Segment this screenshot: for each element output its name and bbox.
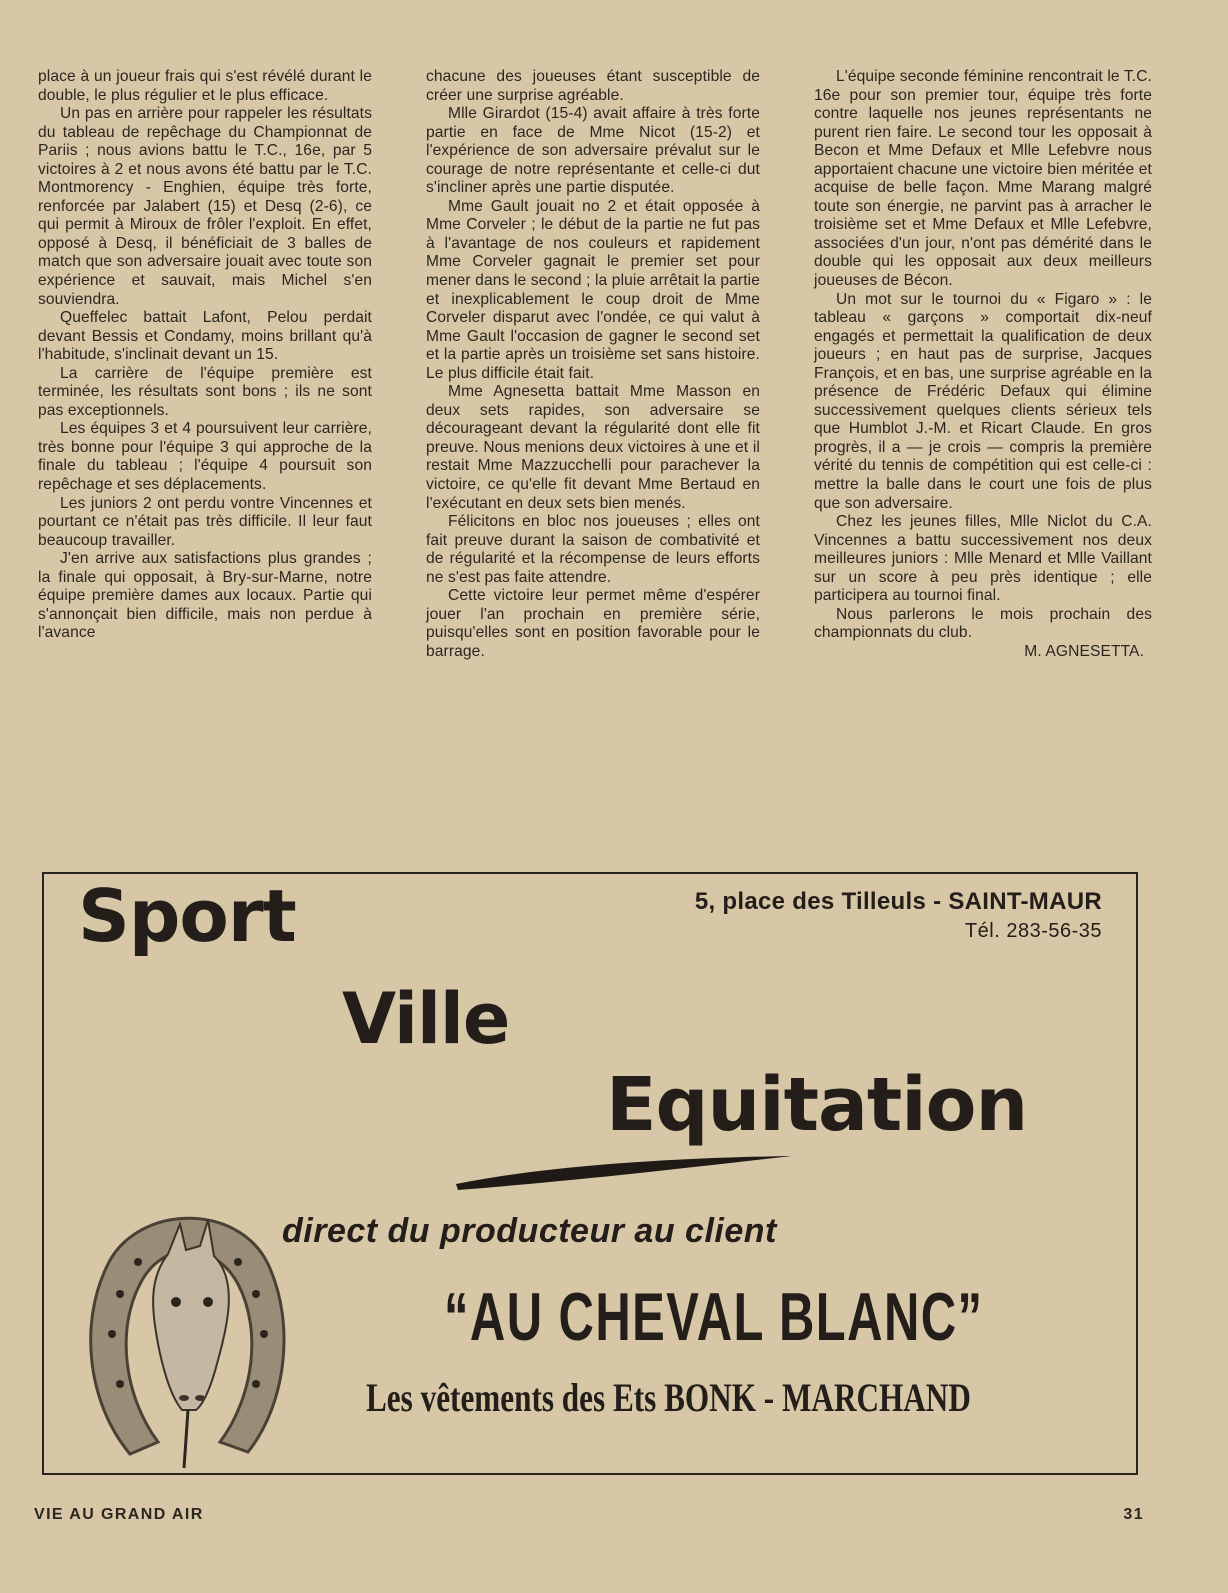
paragraph: Mme Agnesetta battait Mme Masson en deux sets rapides, son adversaire se décourageant devant la régularité dont elle fit preuve. Nous menions deux victoires à une et il restait Mme Mazzucchelli pour parachever la victoire, ce qu'elle fit devant Mme Bertaud en l'exécutant en deux sets bien menés. xyxy=(426,383,760,512)
paragraph: Cette victoire leur permet même d'espérer jouer l'an prochain en première série, puisqu'elles sont en position favorable pour le barrage. xyxy=(426,587,760,660)
paragraph: Félicitons en bloc nos joueuses ; elles ont fait preuve durant la saison de combativité et de régularité et la récompense de leurs efforts ne s'est pas faite attendre. xyxy=(426,513,760,586)
ad-word-sport: Sport xyxy=(78,874,296,958)
paragraph: J'en arrive aux satisfactions plus grandes ; la finale qui opposait, à Bry-sur-Marne, notre équipe première dames aux locaux. Partie qui s'annonçait bien difficile, mais non perdue à l'avance xyxy=(38,550,372,642)
paragraph: L'équipe seconde féminine rencontrait le T.C. 16e pour son premier tour, équipe très forte contre laquelle nos jeunes représentants ne purent rien faire. Le second tour les opposait à Becon et Mme Defaux et Mlle Lefebvre nous apportaient chacune une victoire bien méritée et acquise de belle façon. Mme Marang malgré toute son énergie, ne parvint pas à arracher le troisième set et Mme Defaux et Mlle Lefebvre, associées d'un jour, n'ont pas démérité dans le double qui les opposait aux deux meilleurs joueuses de Bécon. xyxy=(814,68,1152,290)
paragraph: Les juniors 2 ont perdu vontre Vincennes et pourtant ce n'était pas très difficile. Il leur faut beaucoup travailler. xyxy=(38,494,372,549)
paragraph: Mlle Girardot (15-4) avait affaire à très forte partie en face de Mme Nicot (15-2) et l'expérience de son adversaire prévalut sur le courage de notre représentante et celle-ci dut s'incliner après une partie disputée. xyxy=(426,105,760,197)
horseshoe-horse-icon xyxy=(68,1184,308,1470)
brush-stroke-divider xyxy=(454,1154,794,1194)
article-column-3 xyxy=(814,68,1152,662)
ad-word-equitation: Equitation xyxy=(606,1062,1028,1148)
paragraph: Les équipes 3 et 4 poursuivent leur carrière, très bonne pour l'équipe 3 qui approche de la finale du tableau ; l'équipe 4 poursuit son repêchage et ses déplacements. xyxy=(38,420,372,494)
paragraph: Un mot sur le tournoi du « Figaro » : le tableau « garçons » comportait dix-neuf engagés et permettait la qualification de deux joueurs ; en haut pas de surprise, Jacques François, et en bas, une surprise agréable en la présence de Frédéric Defaux qui élimine successivement quelques clients sérieux tels que Humblot J.-M. et Ricart Claude. En gros progrès, il a — je crois — compris la première vérité du tennis de compétition qui est celle-ci : mettre la balle dans le court une fois de plus que son adversaire. xyxy=(814,290,1152,512)
page-number: 31 xyxy=(1123,1506,1144,1523)
article-signature: M. AGNESETTA. xyxy=(1024,642,1144,660)
ad-shop-name: “AU CHEVAL BLANC” xyxy=(444,1279,984,1355)
paragraph: place à un joueur frais qui s'est révélé durant le double, le plus régulier et le plus efficace. xyxy=(38,68,372,104)
ad-address: 5, place des Tilleuls - SAINT-MAUR xyxy=(694,888,1102,915)
paragraph: Nous parlerons le mois prochain des championnats du club. xyxy=(814,605,1152,642)
article-column-1 xyxy=(38,68,372,643)
paragraph: Queffelec battait Lafont, Pelou perdait devant Bessis et Condamy, moins brillant qu'à l'habitude, s'inclinait devant un 15. xyxy=(38,309,372,364)
ad-tagline: direct du producteur au client xyxy=(282,1212,777,1250)
paragraph: chacune des joueuses étant susceptible de créer une surprise agréable. xyxy=(426,68,760,104)
article-column-2 xyxy=(426,68,760,662)
paragraph: Un pas en arrière pour rappeler les résultats du tableau de repêchage du Championnat de Pariis ; nous avions battu le T.C., 16e, par 5 victoires à 2 et nous avons été battu par le T.C. Montmorency - Enghien, équipe très forte, renforcée par Jalabert (15) et Desq (2-6), ce qui permit à Miroux de frôler l'exploit. En effet, opposé à Desq, il bénéficiait de 3 balles de match que son adversaire jouait avec toute son expérience et sauvait, mais Michel s'en souviendra. xyxy=(38,105,372,308)
paragraph: Mme Gault jouait no 2 et était opposée à Mme Corveler ; le début de la partie ne fut pas à l'avantage de nos couleurs et rapidement Mme Corveler gagnait le premier set pour mener dans le second ; la pluie arrêtait la partie et inexplicablement le coup droit de Mme Corveler disparut avec l'ondée, ce qui valut à Mme Gault l'occasion de gagner le second set et la partie après un troisième set sans histoire. Le plus difficile était fait. xyxy=(426,197,760,382)
ad-phone: Tél. 283-56-35 xyxy=(964,920,1102,942)
magazine-title: VIE AU GRAND AIR xyxy=(34,1506,204,1523)
ad-company-line: Les vêtements des Ets BONK - MARCHAND xyxy=(366,1375,971,1420)
paragraph: Chez les jeunes filles, Mlle Niclot du C.A. Vincennes a battu successivement nos deux meilleures juniors : Mlle Menard et Mlle Vaillant sur un score à peu près identique ; elle participera au tournoi final. xyxy=(814,513,1152,605)
paragraph: La carrière de l'équipe première est terminée, les résultats sont bons ; ils ne sont pas exceptionnels. xyxy=(38,364,372,419)
advertisement xyxy=(42,872,1138,1475)
ad-word-ville: Ville xyxy=(342,978,510,1060)
